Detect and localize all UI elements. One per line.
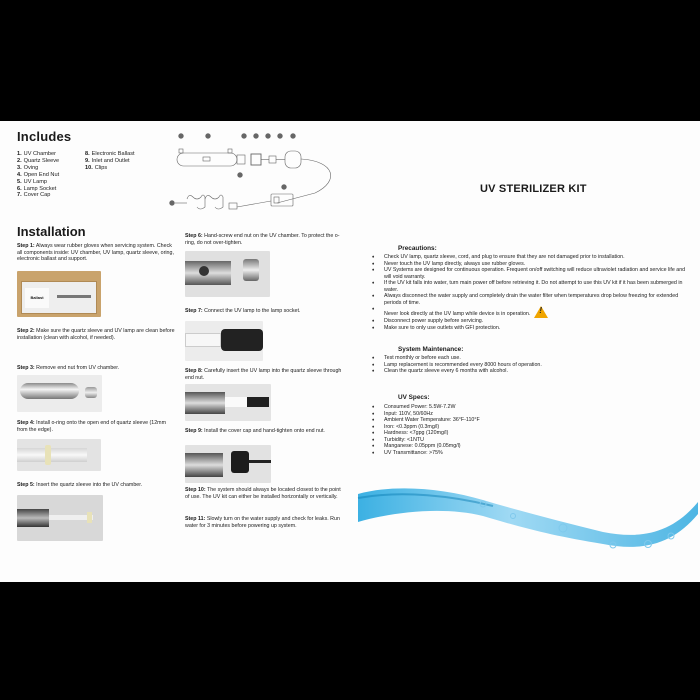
list-item: ♦ Clean the quartz sleeve every 6 months with alcohol.: [372, 368, 692, 375]
clips-drawing: [175, 195, 223, 209]
step-4: Step 4: Install o-ring onto the open end of quartz sleeve (12mm from the edge).: [17, 420, 167, 433]
list-item: ♦ Test monthly or before each use.: [372, 355, 692, 362]
installation-heading: Installation: [17, 224, 86, 239]
photo-cover-cap: [185, 445, 271, 483]
includes-item: 8. Electronic Ballast: [85, 151, 135, 157]
step-7: Step 7: Connect the UV lamp to the lamp socket.: [185, 308, 301, 314]
uv-chamber-drawing: [177, 149, 331, 209]
water-splash-image: [353, 470, 700, 550]
ballast-label: Ballast: [25, 288, 49, 308]
includes-item: 9. Inlet and Outlet: [85, 157, 130, 164]
list-item: ♦ Always disconnect the water supply and completely drain the water filter when temperatures drop below freezing for extended periods of time.: [372, 293, 692, 306]
callout-circles: [170, 134, 296, 206]
list-item: ♦ Iron: <0.3ppm (0.3mg/l): [372, 424, 692, 431]
includes-item: 2. Quartz Sleeve: [17, 157, 60, 164]
precautions-heading: Precautions:: [398, 245, 437, 252]
includes-item: 1. UV Chamber: [17, 151, 57, 157]
includes-item: 5. UV Lamp: [17, 178, 47, 185]
includes-item: 4. Open End Nut: [17, 171, 60, 178]
list-item: ♦ If the UV kit falls into water, turn main power off before retrieving it. Do not attempt to use this UV kit if it has been submerged in water.: [372, 280, 692, 293]
list-item: ♦ Ambient Water Temperature: 36°F-110°F: [372, 417, 692, 424]
specs-heading: UV Specs:: [398, 394, 430, 401]
list-item: ♦ UV Transmittance: >75%: [372, 450, 692, 457]
step-2: Step 2: Make sure the quartz sleeve and UV lamp are clean before installation (clean with alcohol, if needed).: [17, 328, 175, 341]
includes-item: 3. Oving: [17, 164, 39, 171]
photo-uv-chamber: [17, 375, 102, 412]
step-9: Step 9: Install the cover cap and hand-tighten onto end nut.: [185, 428, 325, 434]
photo-lamp-socket: [185, 321, 263, 361]
maintenance-heading: System Maintenance:: [398, 346, 464, 353]
includes-item: 7. Cover Cap: [17, 192, 51, 199]
step-3: Step 3: Remove end nut from UV chamber.: [17, 365, 120, 371]
includes-item: 6. Lamp Socket: [17, 185, 57, 192]
list-item: ♦ Never touch the UV lamp directly, always use rubber gloves.: [372, 261, 692, 268]
photo-oring: [17, 439, 101, 471]
list-item: ♦ Consumed Power: 5.5W-7.2W: [372, 404, 692, 411]
list-item: ♦ Make sure to only use outlets with GFI protection.: [372, 325, 692, 332]
maintenance-list: [372, 355, 692, 375]
list-item: ♦ Disconnect power supply before servicing.: [372, 318, 692, 325]
list-item: ♦ Lamp replacement is recommended every 8000 hours of operation.: [372, 362, 692, 369]
list-item: ♦ Never look directly at the UV lamp while device is in operation. !: [372, 306, 692, 318]
includes-heading: Includes: [17, 129, 72, 144]
parts-diagram: [165, 131, 355, 219]
photo-end-nut: [185, 251, 270, 297]
kit-title: UV STERILIZER KIT: [480, 183, 587, 195]
precautions-list: [372, 254, 692, 331]
step-5: Step 5: Insert the quartz sleeve into the UV chamber.: [17, 482, 143, 488]
list-item: ♦ Turbidity: <1NTU: [372, 437, 692, 444]
step-6: Step 6: Hand-screw end nut on the UV chamber. To protect the o-ring, do not over-tighten.: [185, 233, 340, 246]
photo-quartz-insert: [17, 495, 103, 541]
list-item: ♦ Input: 110V, 50/60Hz: [372, 411, 692, 418]
step-11: Step 11: Slowly turn on the water supply and check for leaks. Run water for 3 minutes before powering up system.: [185, 516, 340, 529]
list-item: ♦ Hardness: <7gpg (120mg/l): [372, 430, 692, 437]
specs-list: [372, 404, 692, 456]
list-item: ♦ UV Systems are designed for continuous operation. Frequent on/off switching will reduce ultraviolet radiation and service life and will void warranty.: [372, 267, 692, 280]
includes-list-1: [17, 151, 59, 199]
warning-triangle-icon: !: [534, 306, 548, 318]
includes-list-2: [85, 151, 135, 172]
step-1: Step 1: Always wear rubber gloves when servicing system. Check all components inside: UV chamber, UV lamp, quartz sleeve, oring, electronic ballast and support.: [17, 243, 174, 262]
step-10: Step 10: The system should always be located closest to the point of use. The UV kit can either be installed horizontally or vertically.: [185, 487, 341, 500]
instruction-sheet: [0, 121, 700, 582]
includes-item: 10. Clips: [85, 164, 108, 171]
photo-box-contents: [17, 271, 101, 317]
list-item: ♦ Manganese: 0.05ppm (0.05mg/l): [372, 443, 692, 450]
step-8: Step 8: Carefully insert the UV lamp into the quartz sleeve through end nut.: [185, 368, 342, 381]
list-item: ♦ Check UV lamp, quartz sleeve, cord, and plug to ensure that they are not damaged prior to installation.: [372, 254, 692, 261]
photo-lamp-insert: [185, 384, 271, 421]
